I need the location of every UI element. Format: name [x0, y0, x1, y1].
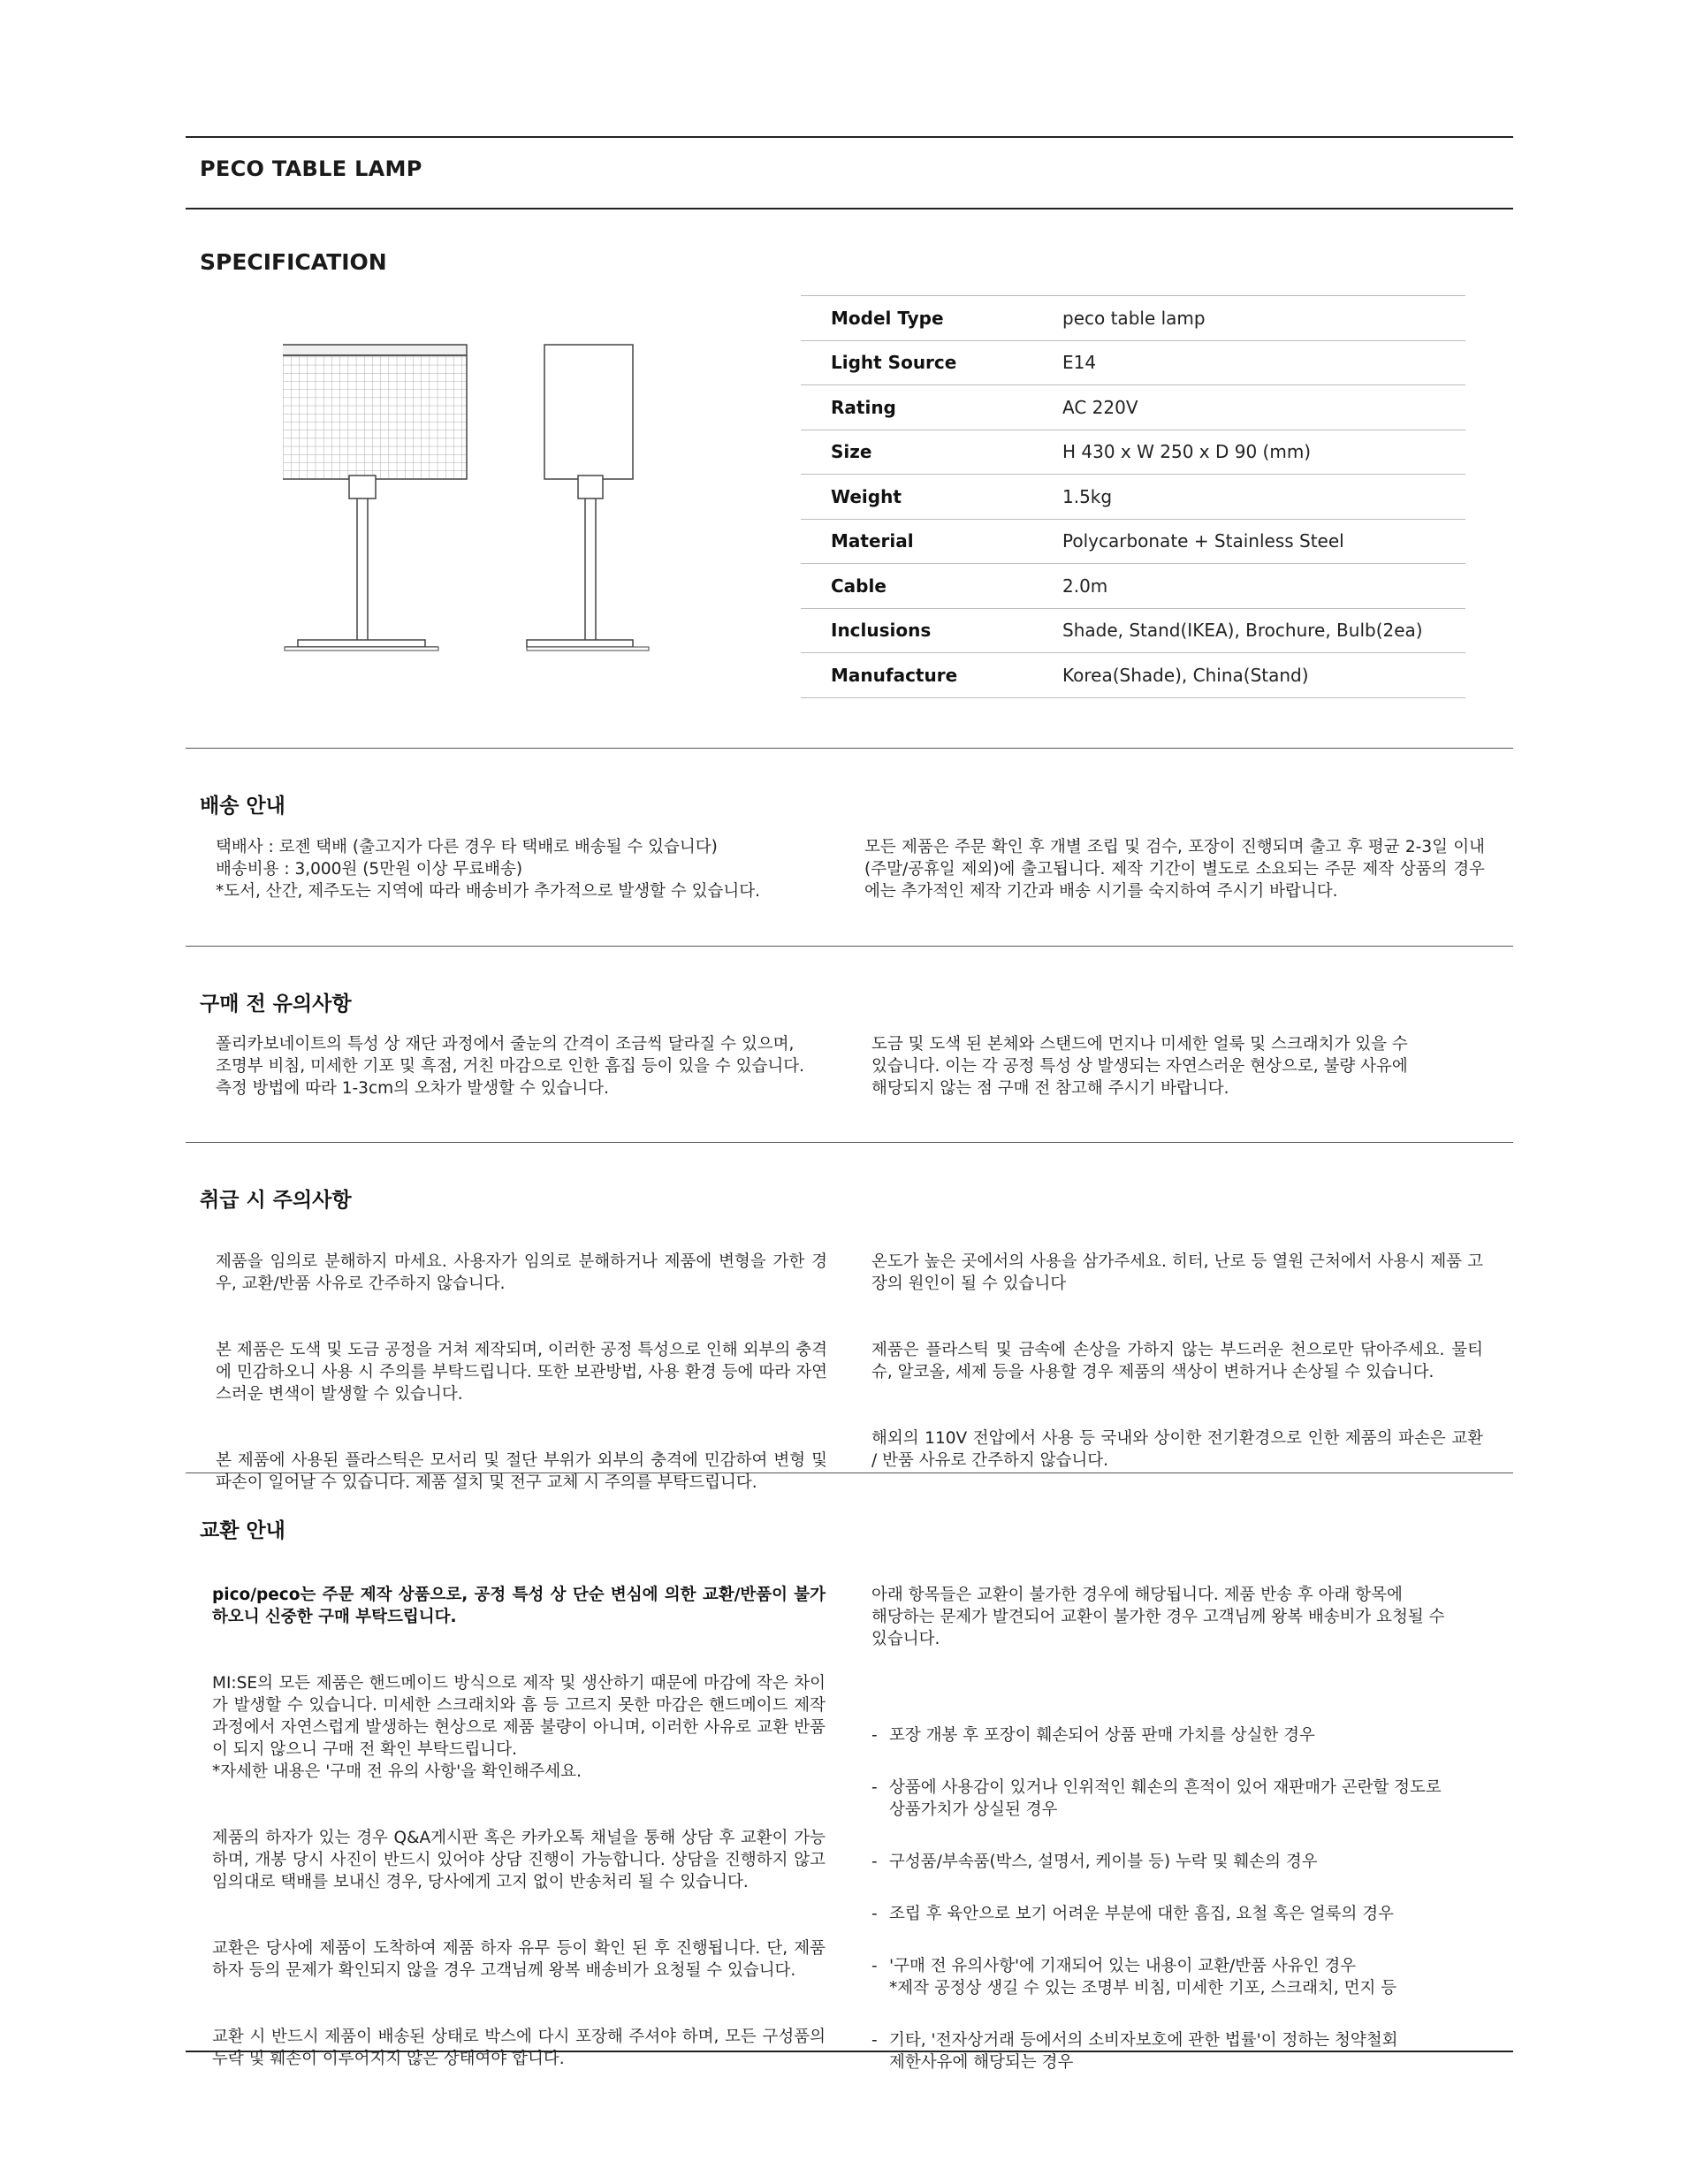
spec-value: H 430 x W 250 x D 90 (mm): [1062, 430, 1465, 475]
handling-paragraph: 해외의 110V 전압에서 사용 등 국내와 상이한 전기환경으로 인한 제품의 파손은 교환 / 반품 사유로 간주하지 않습니다.: [871, 1429, 1483, 1470]
title-rule: [186, 208, 1513, 209]
section-rule: [186, 946, 1513, 947]
spec-row: [801, 608, 1465, 653]
bottom-rule: [186, 2051, 1513, 2052]
spec-label: Size: [801, 430, 1062, 475]
exchange-right-intro: 아래 항목들은 교환이 불가한 경우에 해당됩니다. 제품 반송 후 아래 항목에 해당하는 문제가 발견되어 교환이 불가한 경우 고객님께 왕복 배송비가 요청될 수 있습니다.: [871, 1586, 1445, 1648]
spec-value: Shade, Stand(IKEA), Brochure, Bulb(2ea): [1062, 608, 1465, 653]
spec-row: [801, 340, 1465, 385]
list-item: - 조립 후 육안으로 보기 어려운 부분에 대한 흠집, 요철 혹은 얼룩의 경우: [871, 1903, 1485, 1925]
section-rule: [186, 1142, 1513, 1143]
spec-value: AC 220V: [1062, 385, 1465, 430]
exchange-left-text: [212, 1562, 826, 2092]
exchange-paragraph: 교환은 당사에 제품이 도착하여 제품 하자 유무 등이 확인 된 후 진행됩니다. 단, 제품 하자 등의 문제가 확인되지 않을 경우 고객님께 왕복 배송비가 요청될 수 있습니다.: [212, 1939, 826, 1980]
spec-value: Korea(Shade), China(Stand): [1062, 653, 1465, 698]
exchange-heading: 교환 안내: [200, 1519, 285, 1542]
exchange-paragraph: 제품의 하자가 있는 경우 Q&A게시판 혹은 카카오톡 채널을 통해 상담 후 교환이 가능하며, 개봉 당시 사진이 반드시 있어야 상담 진행이 가능합니다. 상담을 진행하지 않고 임의대로 택배를 보내신 경우, 당사에게 고지 없이 반송처리 될 수 있습니다.: [212, 1829, 826, 1891]
spec-row: [801, 564, 1465, 609]
list-item: - 기타, '전자상거래 등에서의 소비자보호에 관한 법률'이 정하는 청약철회 제한사유에 해당되는 경우: [871, 2029, 1485, 2074]
spec-label: Material: [801, 519, 1062, 564]
spec-row: [801, 475, 1465, 520]
product-title: PECO TABLE LAMP: [200, 156, 422, 181]
exchange-notice: pico/peco는 주문 제작 상품으로, 공정 특성 상 단순 변심에 의한 교환/반품이 불가하오니 신중한 구매 부탁드립니다.: [212, 1586, 826, 1626]
list-item: - 포장 개봉 후 포장이 훼손되어 상품 판매 가치를 상실한 경우: [871, 1724, 1485, 1746]
precautions-before-right-text: 도금 및 도색 된 본체와 스탠드에 먼지나 미세한 얼룩 및 스크래치가 있을 수 있습니다. 이는 각 공정 특성 상 발생되는 자연스러운 현상으로, 불량 사유에 해당되지 않는 점 구매 전 참고해 주시기 바랍니다.: [871, 1035, 1408, 1098]
lamp-drawing: [283, 332, 663, 659]
spec-label: Light Source: [801, 340, 1062, 385]
shipping-left-text: 택배사 : 로젠 택배 (출고지가 다른 경우 타 택배로 배송될 수 있습니다) 배송비용 : 3,000원 (5만원 이상 무료배송) *도서, 산간, 제주도는 지역에 따라 배송비가 추가적으로 발생할 수 있습니다.: [216, 838, 760, 901]
shipping-right-text: 모든 제품은 주문 확인 후 개별 조립 및 검수, 포장이 진행되며 출고 후 평균 2-3일 이내(주말/공휴일 제외)에 출고됩니다. 제작 기간이 별도로 소요되는 주문 제작 상품의 경우에는 추가적인 제작 기간과 배송 시기를 숙지하여 주시기 바랍니다.: [864, 838, 1485, 901]
handling-heading: 취급 시 주의사항: [200, 1189, 352, 1212]
spec-row: [801, 653, 1465, 698]
lamp-side-view: [527, 345, 649, 651]
spec-row: [801, 385, 1465, 430]
spec-label: Weight: [801, 475, 1062, 520]
list-item: - '구매 전 유의사항'에 기재되어 있는 내용이 교환/반품 사유인 경우 *제작 공정상 생길 수 있는 조명부 비침, 미세한 기포, 스크래치, 먼지 등: [871, 1955, 1485, 1999]
spec-row: [801, 296, 1465, 341]
section-rule: [186, 1472, 1513, 1473]
specification-heading: SPECIFICATION: [200, 249, 387, 275]
spec-value: 2.0m: [1062, 564, 1465, 609]
section-rule: [186, 748, 1513, 749]
handling-right-text: [871, 1229, 1483, 1494]
spec-label: Model Type: [801, 296, 1062, 341]
spec-label: Cable: [801, 564, 1062, 609]
handling-paragraph: 본 제품에 사용된 플라스틱은 모서리 및 절단 부위가 외부의 충격에 민감하여 변형 및 파손이 일어날 수 있습니다. 제품 설치 및 전구 교체 시 주의를 부탁드립니다.: [216, 1451, 827, 1492]
lamp-front-view: [283, 345, 467, 651]
precautions-before-left-text: 폴리카보네이트의 특성 상 재단 과정에서 줄눈의 간격이 조금씩 달라질 수 있으며, 조명부 비침, 미세한 기포 및 흑점, 거친 마감으로 인한 흠집 등이 있을 수 있습니다. 측정 방법에 따라 1-3cm의 오차가 발생할 수 있습니다.: [216, 1035, 804, 1098]
precautions-before-heading: 구매 전 유의사항: [200, 993, 352, 1016]
exchange-right-text: [871, 1562, 1485, 2126]
handling-paragraph: 온도가 높은 곳에서의 사용을 삼가주세요. 히터, 난로 등 열원 근처에서 사용시 제품 고장의 원인이 될 수 있습니다: [871, 1252, 1483, 1293]
list-item: - 상품에 사용감이 있거나 인위적인 훼손의 흔적이 있어 재판매가 곤란할 정도로 상품가치가 상실된 경우: [871, 1777, 1485, 1821]
handling-paragraph: 제품을 임의로 분해하지 마세요. 사용자가 임의로 분해하거나 제품에 변형을 가한 경우, 교환/반품 사유로 간주하지 않습니다.: [216, 1252, 827, 1293]
spec-value: E14: [1062, 340, 1465, 385]
spec-value: 1.5kg: [1062, 475, 1465, 520]
handling-paragraph: 제품은 플라스틱 및 금속에 손상을 가하지 않는 부드러운 천으로만 닦아주세요. 물티슈, 알코올, 세제 등을 사용할 경우 제품의 색상이 변하거나 손상될 수 있습니다.: [871, 1341, 1483, 1381]
spec-label: Rating: [801, 385, 1062, 430]
spec-label: Manufacture: [801, 653, 1062, 698]
exchange-exclusion-list: [871, 1702, 1485, 2104]
spec-value: peco table lamp: [1062, 296, 1465, 341]
spec-value: Polycarbonate + Stainless Steel: [1062, 519, 1465, 564]
exchange-paragraph: 교환 시 반드시 제품이 배송된 상태로 박스에 다시 포장해 주셔야 하며, 모든 구성품의 누락 및 훼손이 이루어지지 않은 상태여야 합니다.: [212, 2028, 826, 2068]
spec-label: Inclusions: [801, 608, 1062, 653]
spec-row: [801, 519, 1465, 564]
handling-paragraph: 본 제품은 도색 및 도금 공정을 거쳐 제작되며, 이러한 공정 특성으로 인해 외부의 충격에 민감하오니 사용 시 주의를 부탁드립니다. 또한 보관방법, 사용 환경 등에 따라 자연스러운 변색이 발생할 수 있습니다.: [216, 1341, 827, 1404]
shipping-heading: 배송 안내: [200, 795, 285, 818]
exchange-paragraph: MI:SE의 모든 제품은 핸드메이드 방식으로 제작 및 생산하기 때문에 마감에 작은 차이가 발생할 수 있습니다. 미세한 스크래치와 흠 등 고르지 못한 마감은 핸드메이드 제작 과정에서 자연스럽게 발생하는 현상으로 제품 불량이 아니며, 이러한 사유로 교환 반품이 되지 않으니 구매 전 확인 부탁드립니다. *자세한 내용은 '구매 전 유의 사항'을 확인해주세요.: [212, 1674, 826, 1781]
top-rule: [186, 136, 1513, 138]
spec-row: [801, 430, 1465, 475]
list-item: - 구성품/부속품(박스, 설명서, 케이블 등) 누락 및 훼손의 경우: [871, 1851, 1485, 1873]
specification-table: [801, 295, 1465, 698]
